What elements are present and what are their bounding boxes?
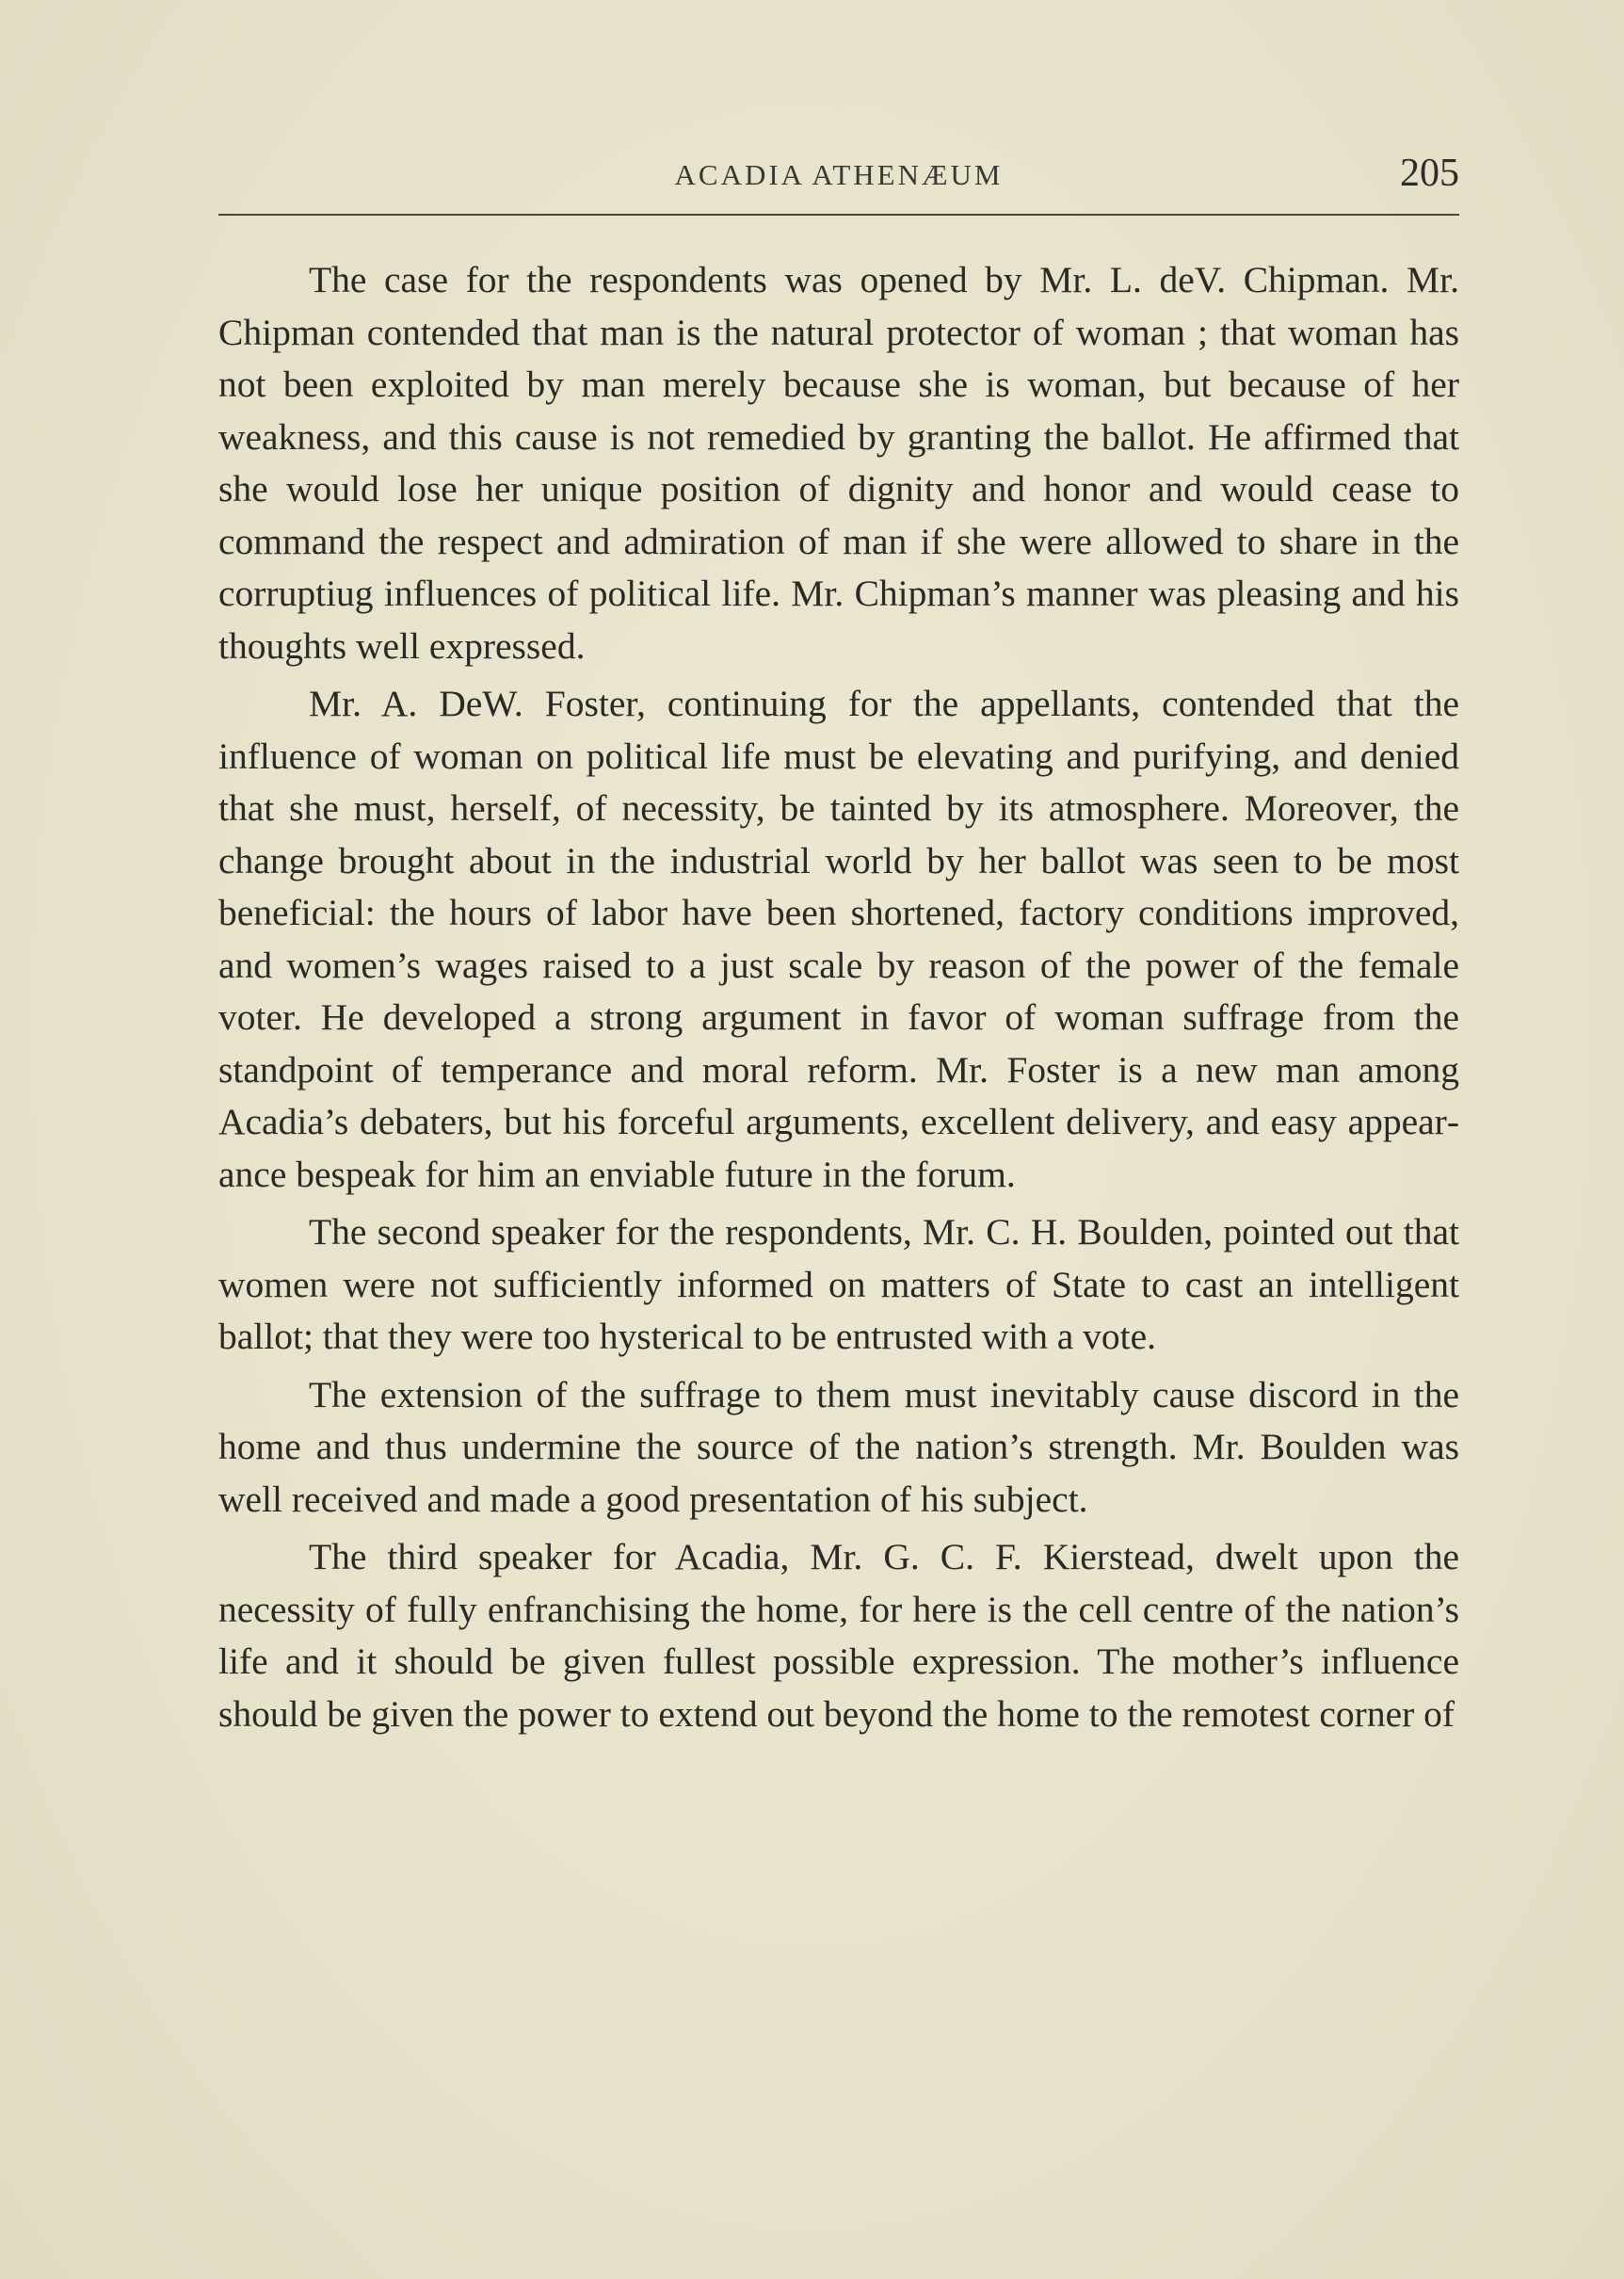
header-rule <box>218 214 1459 216</box>
running-header <box>218 141 1459 217</box>
running-title: ACADIA ATHENÆUM <box>674 158 1004 191</box>
paragraph-suffrage-extension: The extension of the suffrage to them must inevitably cause discord in the home and thus undermine the source of the nation’s strength. Mr. Boulden was well received and made a good presentation of his subject. <box>218 1373 1459 1520</box>
paragraph-chipman: The case for the respondents was opened by Mr. L. deV. Chipman. Mr. Chipman contended that man is the natural protector of woman ; that woman has not been exploited by man merely because she is woman, but because of her weakness, and this cause is not remedied by granting the ballot. He affirmed that she would lose her unique position of dignity and honor and would cease to command the respect and admiration of man if she were allowed to share in the corruptiug influences of political life. Mr. Chipman’s manner was pleasing and his thoughts well expressed. <box>218 259 1459 667</box>
body-text <box>218 254 1459 1746</box>
page-number: 205 <box>1400 152 1459 195</box>
paragraph-kierstead: The third speaker for Acadia, Mr. G. C. F. Kierstead, dwelt upon the necessity of fully enfranchising the home, for here is the cell centre of the nation’s life and it should be given fullest possible expression. The mother’s influence should be given the power to extend out beyond the home to the remotest corner of <box>218 1536 1459 1735</box>
paragraph-foster: Mr. A. DeW. Foster, continuing for the appellants, contended that the influence of woman on political life must be elevating and purifying, and denied that she must, herself, of necessity, be tainted by its atmosphere. Moreover, the change brought about in the industrial world by her ballot was seen to be most beneficial: the hours of labor have been shortened, factory conditions improved, and women’s wages raised to a just scale by reason of the power of the female voter. He developed a strong argument in favor of woman suffrage from the standpoint of temperance and moral reform. Mr. Foster is a new man among Acadia’s debaters, but his forceful arguments, excellent delivery, and easy appearance bespeak for him an enviable future in the forum. <box>218 683 1459 1195</box>
paragraph-boulden: The second speaker for the respondents, Mr. C. H. Boulden, pointed out that women were not sufficiently informed on matters of State to cast an intelligent ballot; that they were too hysterical to be entrusted with a vote. <box>218 1211 1459 1357</box>
